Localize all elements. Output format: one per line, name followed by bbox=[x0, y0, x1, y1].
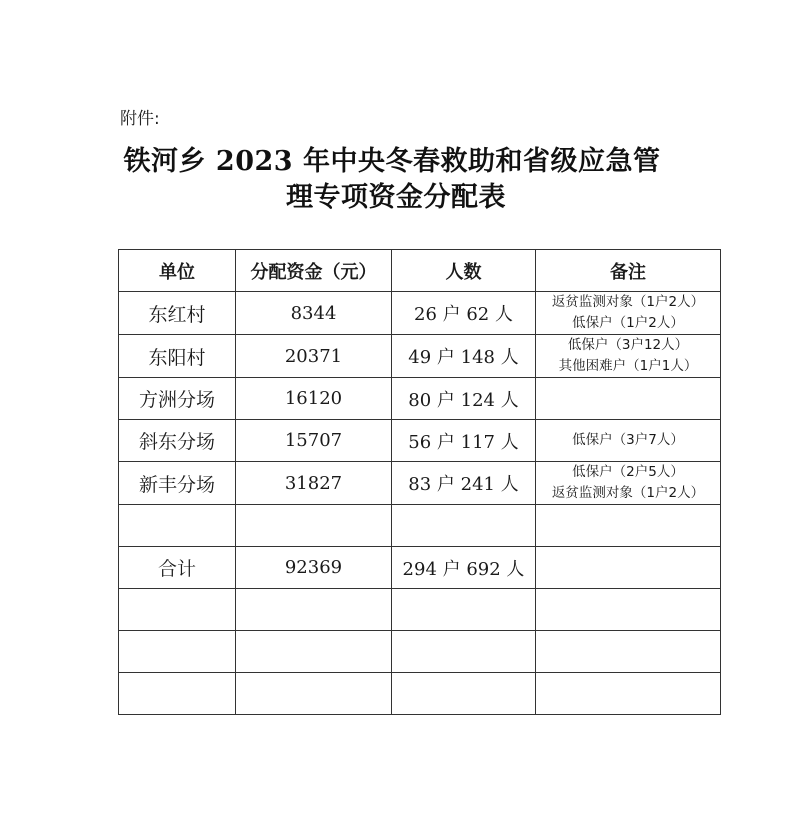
cell-notes bbox=[536, 335, 721, 378]
table-row bbox=[119, 673, 721, 715]
cell-fund bbox=[236, 631, 392, 673]
header-unit: 单位 bbox=[119, 250, 236, 292]
attachment-label: 附件: bbox=[120, 109, 160, 129]
note-line: 低保户（1户2人） bbox=[572, 315, 684, 331]
cell-unit: 新丰分场 bbox=[119, 462, 236, 505]
cell-unit: 东红村 bbox=[119, 292, 236, 335]
table-row bbox=[119, 462, 721, 505]
cell-people: 26 户 62 人 bbox=[392, 292, 536, 335]
cell-fund bbox=[236, 505, 392, 547]
table-row bbox=[119, 547, 721, 589]
table-row bbox=[119, 589, 721, 631]
cell-unit: 合计 bbox=[119, 547, 236, 589]
document-title-line-2: 理专项资金分配表 bbox=[286, 182, 506, 213]
cell-fund: 15707 bbox=[236, 420, 392, 462]
header-notes: 备注 bbox=[536, 250, 721, 292]
cell-fund: 92369 bbox=[236, 547, 392, 589]
cell-fund: 31827 bbox=[236, 462, 392, 505]
cell-unit: 东阳村 bbox=[119, 335, 236, 378]
cell-notes bbox=[536, 589, 721, 631]
cell-notes bbox=[536, 420, 721, 462]
cell-notes bbox=[536, 505, 721, 547]
table-row bbox=[119, 420, 721, 462]
cell-unit bbox=[119, 673, 236, 715]
cell-notes bbox=[536, 631, 721, 673]
note-line: 低保户（2户5人） bbox=[572, 464, 684, 480]
cell-unit bbox=[119, 589, 236, 631]
table-row bbox=[119, 378, 721, 420]
cell-people bbox=[392, 589, 536, 631]
document-title-line-1: 铁河乡 2023 年中央冬春救助和省级应急管 bbox=[123, 146, 661, 177]
cell-unit: 方洲分场 bbox=[119, 378, 236, 420]
note-line: 低保户（3户7人） bbox=[572, 432, 684, 448]
cell-people: 294 户 692 人 bbox=[392, 547, 536, 589]
cell-notes bbox=[536, 547, 721, 589]
cell-fund: 8344 bbox=[236, 292, 392, 335]
cell-people: 83 户 241 人 bbox=[392, 462, 536, 505]
cell-people bbox=[392, 505, 536, 547]
cell-notes bbox=[536, 673, 721, 715]
table-row bbox=[119, 292, 721, 335]
cell-unit bbox=[119, 631, 236, 673]
table-row bbox=[119, 335, 721, 378]
note-line: 其他困难户（1户1人） bbox=[558, 358, 698, 374]
note-line: 低保户（3户12人） bbox=[567, 337, 689, 353]
header-people: 人数 bbox=[392, 250, 536, 292]
cell-people: 49 户 148 人 bbox=[392, 335, 536, 378]
cell-unit: 斜东分场 bbox=[119, 420, 236, 462]
cell-notes bbox=[536, 462, 721, 505]
cell-people: 80 户 124 人 bbox=[392, 378, 536, 420]
cell-notes bbox=[536, 378, 721, 420]
table-row bbox=[119, 505, 721, 547]
note-line: 返贫监测对象（1户2人） bbox=[551, 485, 705, 501]
cell-people bbox=[392, 631, 536, 673]
cell-fund bbox=[236, 673, 392, 715]
cell-people: 56 户 117 人 bbox=[392, 420, 536, 462]
cell-fund: 20371 bbox=[236, 335, 392, 378]
table-header-row bbox=[119, 250, 721, 292]
note-line: 返贫监测对象（1户2人） bbox=[551, 294, 705, 310]
cell-fund bbox=[236, 589, 392, 631]
table-row bbox=[119, 631, 721, 673]
fund-allocation-table bbox=[118, 249, 721, 715]
table-body bbox=[119, 292, 721, 715]
cell-people bbox=[392, 673, 536, 715]
cell-notes bbox=[536, 292, 721, 335]
cell-fund: 16120 bbox=[236, 378, 392, 420]
header-fund: 分配资金（元） bbox=[236, 250, 392, 292]
cell-unit bbox=[119, 505, 236, 547]
